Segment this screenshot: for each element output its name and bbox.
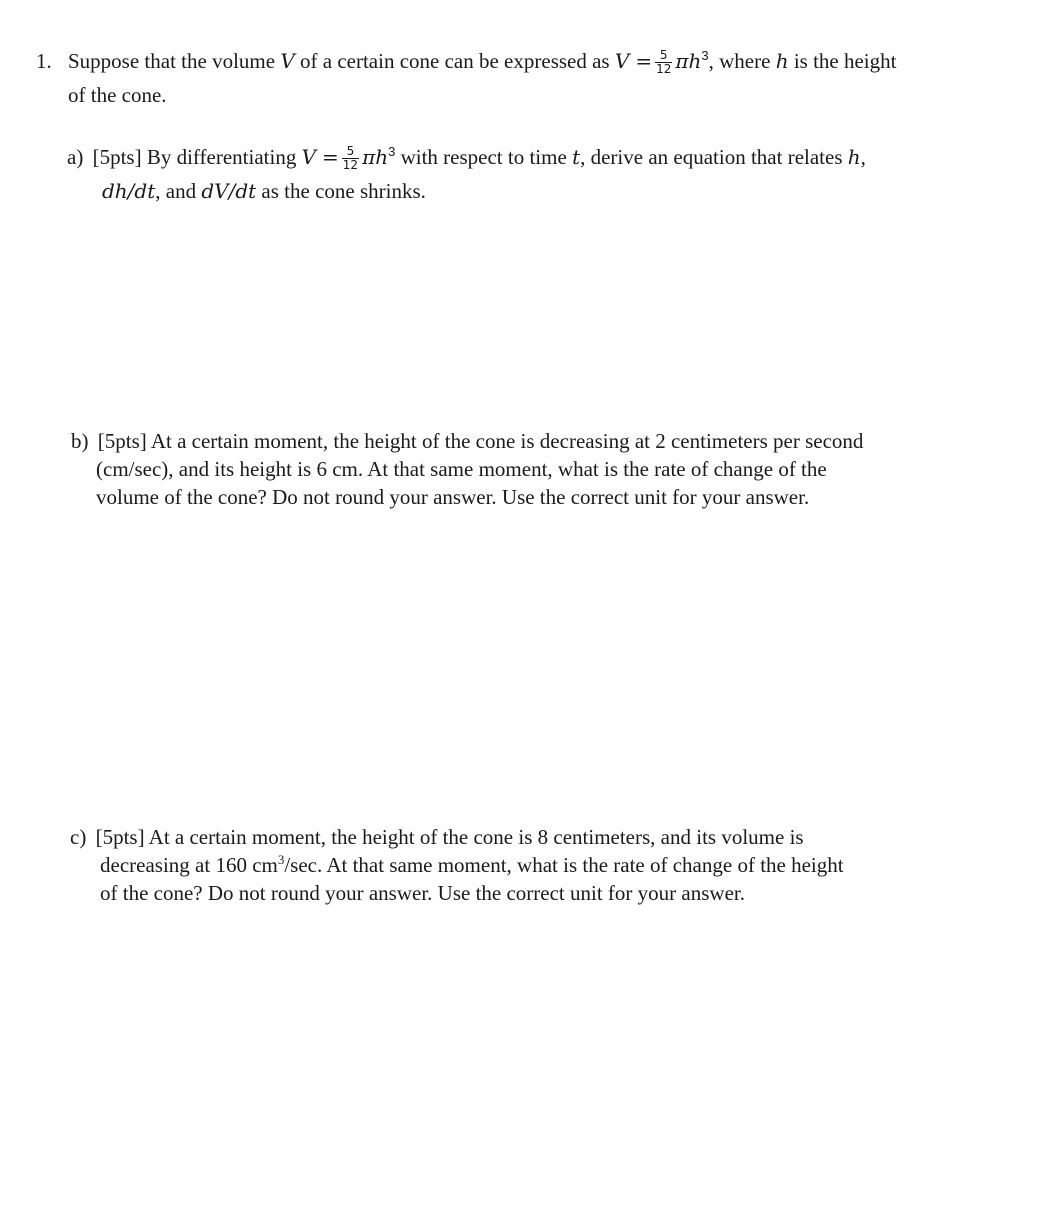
part-a-text4: ,: [860, 145, 866, 169]
part-c-line3: [100, 879, 745, 907]
part-c-line1-text: At a certain moment, the height of the cone is 8 centimeters, and its volume is: [144, 825, 804, 849]
part-a-fraction-denominator: 12: [342, 157, 359, 172]
part-a-dV-dt: dV/dt: [201, 179, 257, 203]
intro-line2-text: of the cone.: [68, 83, 167, 107]
var-h: h: [775, 49, 789, 73]
pi-h: πh: [675, 49, 702, 73]
intro-text-a: Suppose that the volume: [68, 49, 281, 73]
part-a-cube-exponent: 3: [388, 144, 396, 159]
eq-sign: [635, 49, 652, 73]
fraction: [655, 49, 672, 76]
part-a-eq-sign: [322, 145, 339, 169]
part-b-line2: [96, 455, 827, 483]
part-a-fraction: [342, 145, 359, 172]
var-V: V: [280, 49, 295, 73]
fraction-denominator: 12: [656, 61, 672, 76]
fraction-numerator: 5: [655, 49, 672, 63]
eq-lhs: V: [614, 49, 630, 73]
part-a-points: [5pts]: [92, 145, 142, 169]
part-a-dh-dt: dh/dt: [102, 179, 156, 203]
part-a-line2: [102, 177, 426, 205]
problem-intro-line1: [68, 47, 896, 77]
part-a-var-t: t: [572, 145, 581, 169]
part-b-points: [5pts]: [97, 429, 147, 453]
part-a-line1: [67, 143, 866, 173]
part-c-line2-text-a: decreasing at 160 cm: [100, 853, 278, 877]
part-c-points: [5pts]: [95, 825, 145, 849]
problem-number: [36, 47, 52, 75]
part-a-text3: , derive an equation that relates: [580, 145, 848, 169]
part-c-line2: [100, 851, 844, 879]
part-c-line3-text: of the cone? Do not round your answer. Use the correct unit for your answer.: [100, 881, 745, 905]
part-c-line2-text-b: /sec. At that same moment, what is the rate of change of the height: [284, 853, 844, 877]
intro-text-b: of a certain cone can be expressed as: [294, 49, 615, 73]
part-a-text6: as the cone shrinks.: [256, 179, 426, 203]
part-c-label: c): [70, 825, 87, 849]
part-a-eq-sign-text: =: [322, 145, 339, 169]
part-b-line1: [71, 427, 863, 455]
part-a-pi-h: πh: [362, 145, 389, 169]
part-a-var-h: h: [847, 145, 861, 169]
part-a-fraction-numerator: 5: [342, 145, 359, 159]
part-b-label: b): [71, 429, 89, 453]
part-a-text1: By differentiating: [141, 145, 302, 169]
part-b-line3: [96, 483, 809, 511]
problem-intro-line2: [68, 81, 167, 109]
part-b-line2-text: (cm/sec), and its height is 6 cm. At that same moment, what is the rate of change of the: [96, 457, 827, 481]
part-b-line3-text: volume of the cone? Do not round your answer. Use the correct unit for your answer.: [96, 485, 810, 509]
cube-exponent: 3: [701, 48, 709, 63]
problem-number-text: 1.: [36, 49, 52, 73]
eq-sign-text: =: [635, 49, 653, 73]
part-a-text5: , and: [155, 179, 202, 203]
part-c-line1: [70, 823, 804, 851]
intro-text-c: , where: [708, 49, 776, 73]
part-a-eq-lhs: V: [301, 145, 317, 169]
intro-text-d: is the height: [788, 49, 897, 73]
part-a-text2: with respect to time: [395, 145, 573, 169]
part-a-label: a): [67, 145, 84, 169]
part-c-cubed-unit: 3: [277, 852, 285, 867]
part-b-line1-text: At a certain moment, the height of the cone is decreasing at 2 centimeters per second: [146, 429, 864, 453]
